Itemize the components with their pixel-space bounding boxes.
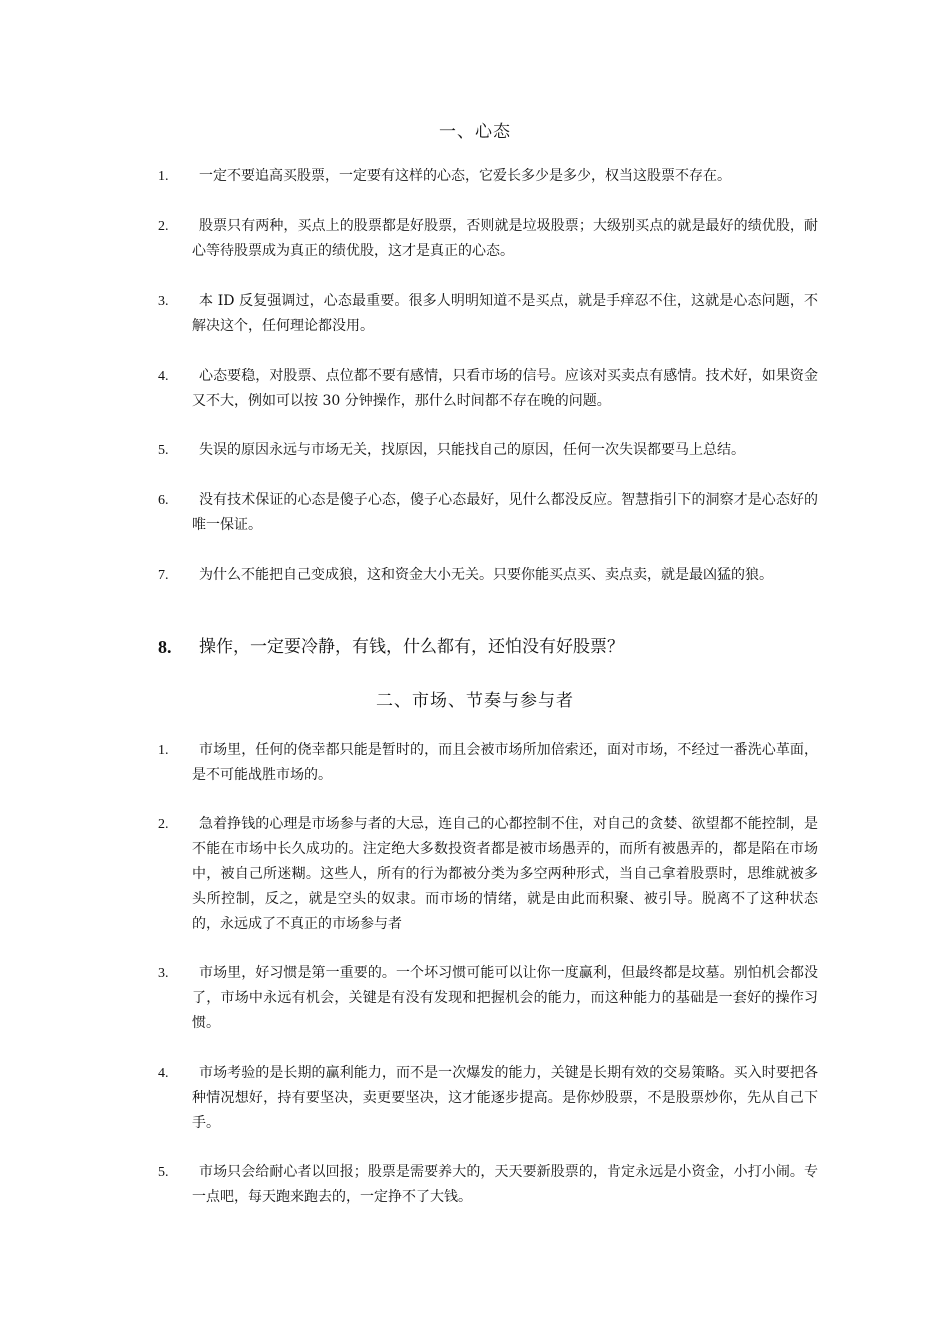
item-text: 心态要稳，对股票、点位都不要有感情，只看市场的信号。应该对买卖点有感情。技术好，如果资金又不大，例如可以按 30 分钟操作，那什么时间都不存在晚的问题。 xyxy=(192,368,818,409)
list-item xyxy=(158,634,818,660)
item-number: 4. xyxy=(158,1066,169,1081)
section-1-title: 一、心态 xyxy=(439,122,511,142)
list-item xyxy=(158,738,818,788)
item-text: 股票只有两种，买点上的股票都是好股票，否则就是垃圾股票；大级别买点的就是最好的绩优股，耐心等待股票成为真正的绩优股，这才是真正的心态。 xyxy=(192,218,818,259)
item-text: 本 ID 反复强调过，心态最重要。很多人明明知道不是买点，就是手痒忍不住，这就是心态问题，不解决这个，任何理论都没用。 xyxy=(192,293,818,334)
item-number: 7. xyxy=(158,568,169,583)
item-number: 5. xyxy=(158,443,169,458)
item-text: 一定不要追高买股票，一定要有这样的心态，它爱长多少是多少，权当这股票不存在。 xyxy=(199,168,731,184)
item-number: 2. xyxy=(158,219,169,234)
list-item xyxy=(158,563,818,588)
list-item xyxy=(158,961,818,1036)
list-item xyxy=(158,438,818,463)
item-text: 失误的原因永远与市场无关，找原因，只能找自己的原因，任何一次失误都要马上总结。 xyxy=(199,442,745,458)
item-text: 市场里，任何的侥幸都只能是暂时的，而且会被市场所加倍索还，面对市场，不经过一番洗心革面，是不可能战胜市场的。 xyxy=(192,742,818,783)
list-item xyxy=(158,1061,818,1136)
item-number: 4. xyxy=(158,369,169,384)
item-text: 操作，一定要冷静，有钱，什么都有，还怕没有好股票？ xyxy=(199,637,624,657)
list-item xyxy=(158,1160,818,1210)
item-number: 3. xyxy=(158,294,169,309)
list-item xyxy=(158,214,818,264)
item-number: 1. xyxy=(158,743,169,758)
item-text: 没有技术保证的心态是傻子心态，傻子心态最好，见什么都没反应。智慧指引下的洞察才是心态好的唯一保证。 xyxy=(192,492,818,533)
item-text: 市场考验的是长期的赢利能力，而不是一次爆发的能力，关键是长期有效的交易策略。买入时要把各种情况想好，持有要坚决，卖更要坚决，这才能逐步提高。是你炒股票，不是股票炒你，先从自己下手。 xyxy=(192,1065,818,1131)
item-number: 5. xyxy=(158,1165,169,1180)
item-number: 1. xyxy=(158,169,169,184)
item-number: 8. xyxy=(158,637,172,657)
item-number: 6. xyxy=(158,493,169,508)
item-number: 2. xyxy=(158,817,169,832)
item-text: 急着挣钱的心理是市场参与者的大忌，连自己的心都控制不住，对自己的贪婪、欲望都不能控制，是不能在市场中长久成功的。注定绝大多数投资者都是被市场愚弄的，而所有被愚弄的，都是陷在市场中，被自己所迷糊。这些人，所有的行为都被分类为多空两种形式，当自己拿着股票时，思维就被多头所控制，反之，就是空头的奴隶。而市场的情绪，就是由此而积聚、被引导。脱离不了这种状态的，永远成了不真正的市场参与者 xyxy=(192,816,818,932)
list-item xyxy=(158,488,818,538)
item-text: 市场只会给耐心者以回报；股票是需要养大的，天天要新股票的，肯定永远是小资金，小打小闹。专一点吧，每天跑来跑去的，一定挣不了大钱。 xyxy=(192,1164,818,1205)
item-text: 市场里，好习惯是第一重要的。一个坏习惯可能可以让你一度赢利，但最终都是坟墓。别怕机会都没了，市场中永远有机会，关键是有没有发现和把握机会的能力，而这种能力的基础是一套好的操作习惯。 xyxy=(192,965,818,1031)
list-item xyxy=(158,364,818,414)
item-number: 3. xyxy=(158,966,169,981)
list-item xyxy=(158,164,818,189)
list-item xyxy=(158,812,818,937)
section-2-title: 二、市场、节奏与参与者 xyxy=(376,691,574,711)
list-item xyxy=(158,289,818,339)
item-text: 为什么不能把自己变成狼，这和资金大小无关。只要你能买点买、卖点卖，就是最凶猛的狼。 xyxy=(199,567,773,583)
